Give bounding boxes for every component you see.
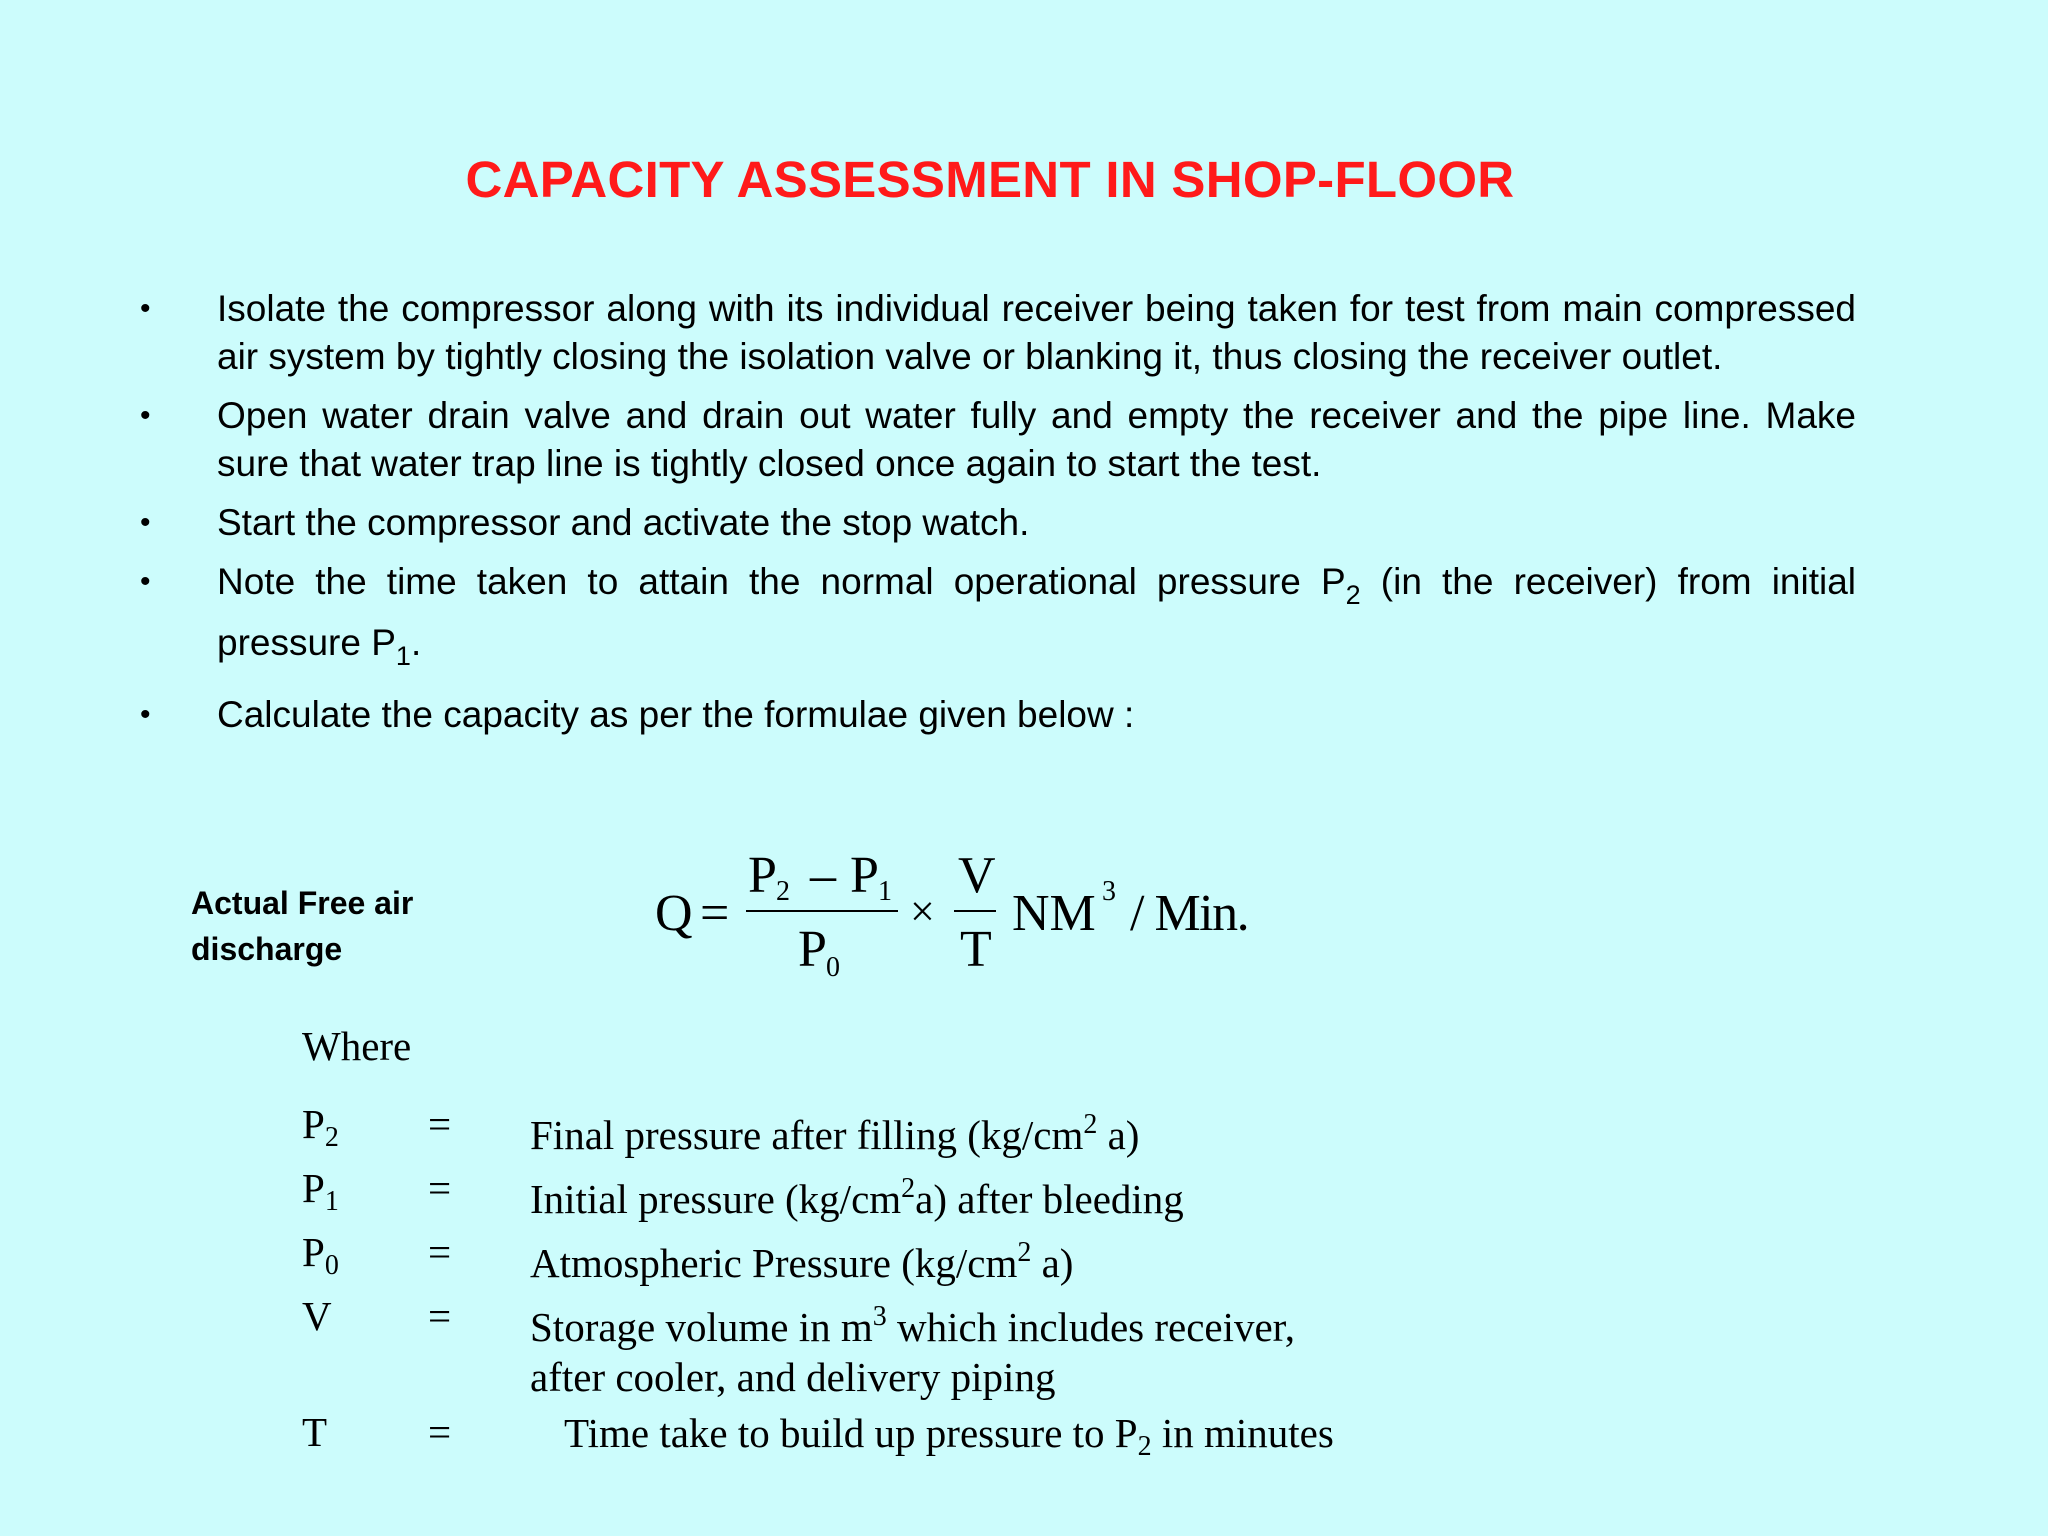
bullet-text-mid: (in the receiver) from initial pressure P	[217, 561, 1857, 663]
capacity-formula	[650, 840, 1270, 990]
definition-symbol	[302, 1164, 339, 1218]
formula-label-line: discharge	[191, 931, 343, 967]
definition-text-part: a) after bleeding	[915, 1176, 1184, 1222]
bullet-item	[140, 558, 1856, 680]
bullet-text: Calculate the capacity as per the formulae given below :	[217, 694, 1135, 735]
definition-text	[564, 1408, 1464, 1472]
superscript: 2	[1083, 1109, 1098, 1140]
definition-text	[530, 1228, 1430, 1288]
formula-unit-superscript: 3	[1102, 876, 1116, 907]
bullet-text: Isolate the compressor along with its individual receiver being taken for test from main compressed air system by tightly closing the isolation valve or blanking it, thus closing the receiver outlet.	[217, 288, 1856, 377]
bullet-item	[140, 392, 1856, 488]
definition-text-part: a)	[1097, 1112, 1140, 1158]
bullet-text: Open water drain valve and drain out water fully and empty the receiver and the pipe line. Make sure that water trap line is tightly closed once again to start the test.	[217, 395, 1856, 484]
formula-label-line: Actual Free air	[191, 885, 414, 921]
superscript: 2	[1017, 1237, 1032, 1268]
bullet-marker: •	[140, 565, 151, 598]
bullet-marker: •	[140, 698, 151, 731]
definition-text-part: Final pressure after filling (kg/cm	[530, 1112, 1084, 1158]
bullet-text-start: Note the time taken to attain the normal operational pressure P	[217, 561, 1346, 602]
formula-v: V	[958, 847, 996, 904]
formula-label	[191, 880, 413, 972]
slide-title: CAPACITY ASSESSMENT IN SHOP-FLOOR	[465, 151, 1515, 208]
formula-t: T	[960, 921, 992, 978]
definition-text-part: after cooler, and delivery piping	[530, 1354, 1056, 1400]
definition-text	[530, 1100, 1430, 1160]
symbol-subscript: 0	[324, 1250, 339, 1281]
definition-text-part: Time take to build up pressure to P	[564, 1410, 1138, 1456]
definition-text-part: which includes receiver,	[886, 1304, 1295, 1350]
formula-per-minute: / Min.	[1130, 885, 1249, 942]
formula-p2: P	[748, 847, 777, 904]
definition-text-part: in minutes	[1151, 1410, 1334, 1456]
formula-equals: =	[700, 885, 730, 942]
bullet-item	[140, 499, 1856, 547]
symbol-letter: P	[302, 1229, 325, 1275]
definition-text	[530, 1164, 1430, 1224]
definition-symbol	[302, 1228, 339, 1282]
superscript: 3	[872, 1301, 887, 1332]
definition-text	[530, 1292, 1430, 1402]
formula-unit: NM	[1012, 885, 1096, 942]
definition-symbol: T	[302, 1409, 328, 1455]
symbol-letter: P	[302, 1165, 325, 1211]
bullet-text: Start the compressor and activate the stop watch.	[217, 502, 1030, 543]
bullet-text-end: .	[410, 622, 422, 663]
formula-q: Q	[655, 885, 693, 942]
definition-text-part: Initial pressure (kg/cm	[530, 1176, 902, 1222]
fraction-bar	[954, 910, 996, 912]
fraction-bar	[746, 910, 898, 912]
formula-p1-subscript: 1	[878, 876, 892, 907]
definition-text-part: a)	[1031, 1240, 1074, 1286]
bullet-marker: •	[140, 399, 151, 432]
formula-p0-subscript: 0	[826, 952, 840, 983]
definition-text-part: Storage volume in m	[530, 1304, 873, 1350]
definition-equals: =	[428, 1165, 452, 1211]
definition-text-part: Atmospheric Pressure (kg/cm	[530, 1240, 1018, 1286]
formula-p1: P	[850, 847, 879, 904]
subscript: 1	[395, 641, 411, 671]
formula-minus: –	[810, 847, 836, 904]
definition-equals: =	[428, 1409, 452, 1455]
bullet-marker: •	[140, 292, 151, 325]
definition-equals: =	[428, 1229, 452, 1275]
superscript: 2	[901, 1173, 916, 1204]
subscript: 2	[1137, 1431, 1152, 1462]
symbol-subscript: 2	[324, 1122, 339, 1153]
definition-equals: =	[428, 1101, 452, 1147]
where-heading: Where	[302, 1023, 412, 1069]
formula-p0: P	[798, 921, 827, 978]
bullet-item	[140, 285, 1856, 381]
symbol-letter: P	[302, 1101, 325, 1147]
subscript: 2	[1345, 580, 1361, 610]
definition-symbol	[302, 1100, 339, 1154]
bullet-item	[140, 691, 1856, 739]
bullet-list	[140, 285, 1856, 750]
definition-equals: =	[428, 1293, 452, 1339]
symbol-subscript: 1	[324, 1186, 339, 1217]
bullet-marker: •	[140, 506, 151, 539]
formula-p2-subscript: 2	[776, 876, 790, 907]
definition-symbol: V	[302, 1293, 332, 1339]
formula-times: ×	[910, 887, 935, 936]
